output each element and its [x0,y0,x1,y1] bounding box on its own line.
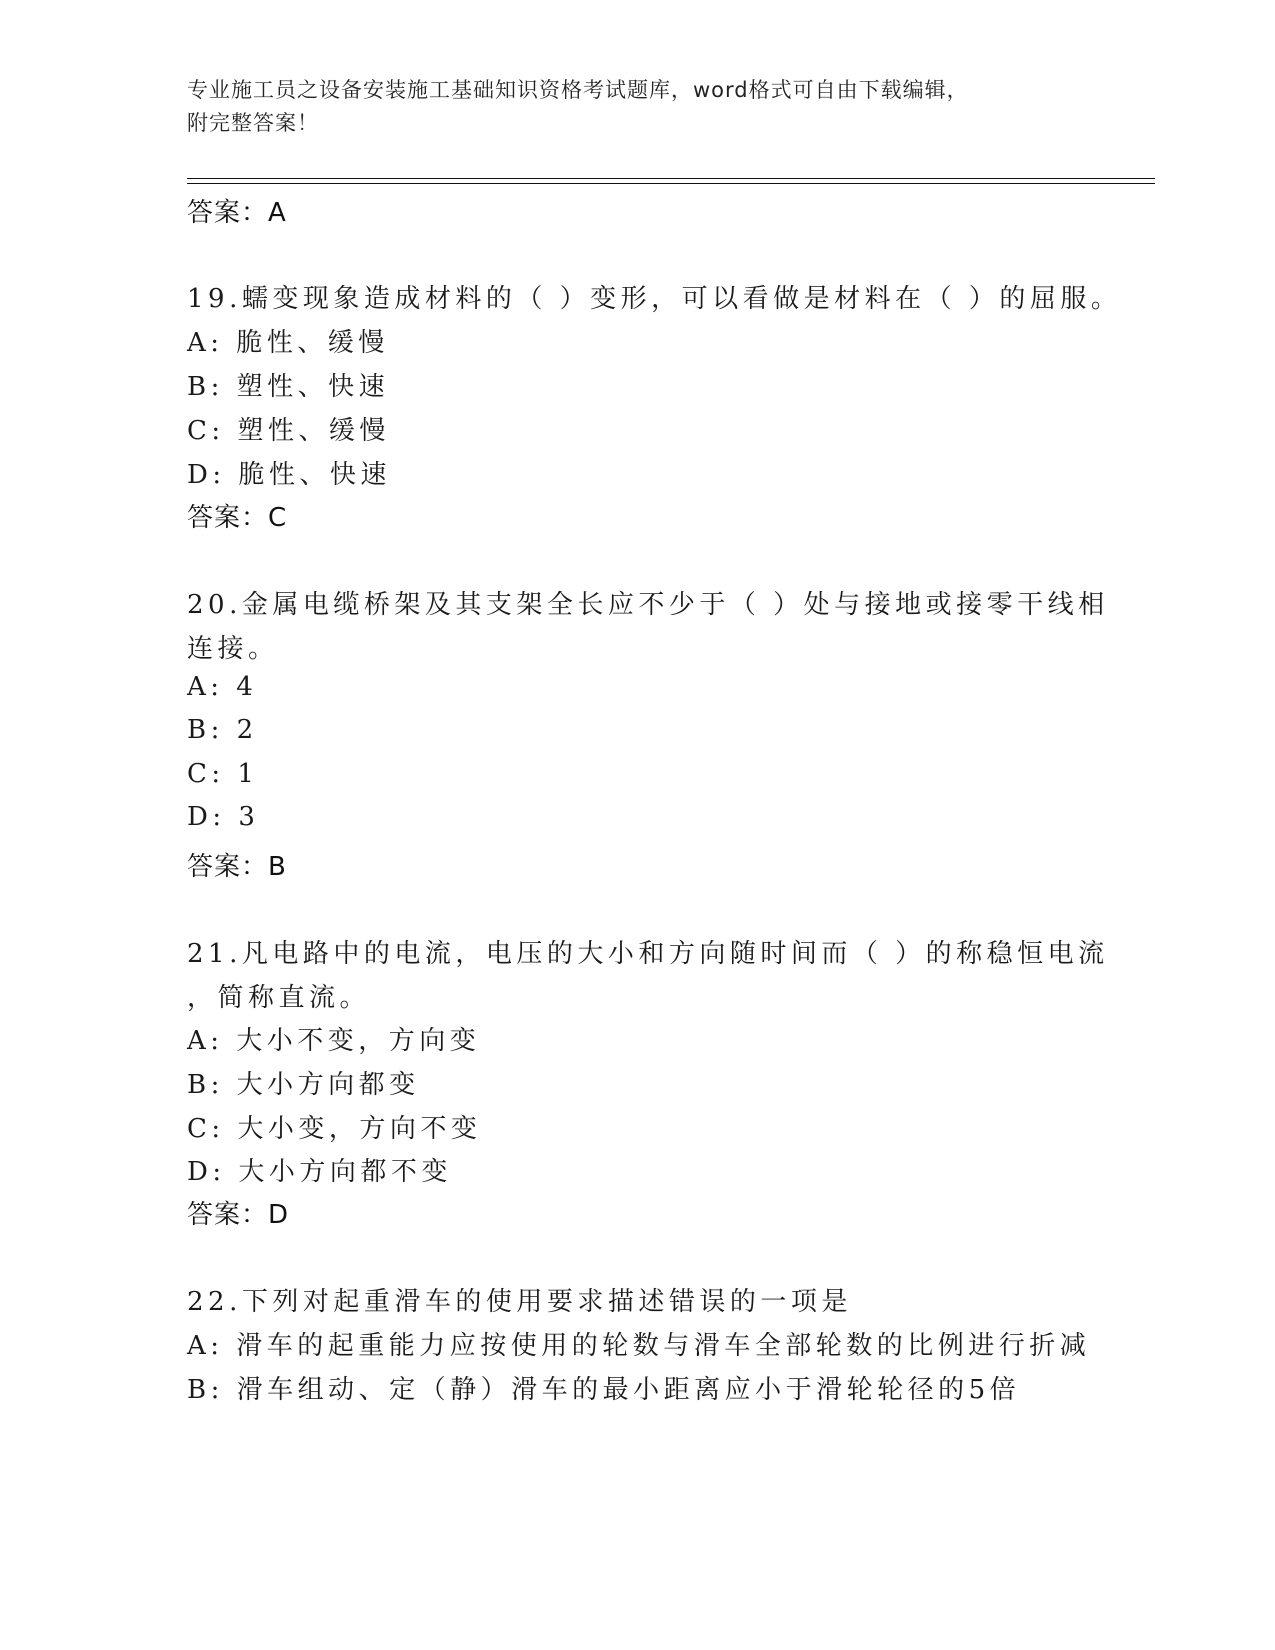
question-20-option-d: D: 3 [187,802,260,832]
question-19-stem: 19.蠕变现象造成材料的（ ）变形，可以看做是材料在（ ）的屈服。 [187,284,1122,314]
document-header [187,74,1067,140]
question-19-option-a: A: 脆性、缓慢 [187,328,389,358]
question-22-option-a: A: 滑车的起重能力应按使用的轮数与滑车全部轮数的比例进行折减 [187,1331,1091,1361]
question-21-stem-line-1: 21.凡电路中的电流，电压的大小和方向随时间而（ ）的称稳恒电流 [187,939,1109,969]
header-line-2: 附完整答案！ [187,111,319,135]
answer-20: 答案：B [187,852,287,882]
answer-18: 答案：A [187,198,287,228]
question-21-option-d: D: 大小方向都不变 [187,1157,452,1187]
question-19-option-d: D: 脆性、快速 [187,460,391,490]
header-line-1: 专业施工员之设备安装施工基础知识资格考试题库，word格式可自由下载编辑， [187,78,969,102]
answer-21: 答案：D [187,1200,290,1230]
question-20-stem-line-2: 连接。 [187,634,279,664]
question-21-option-b: B: 大小方向都变 [187,1070,420,1100]
question-21-option-a: A: 大小不变，方向变 [187,1026,481,1056]
question-20-stem-line-1: 20.金属电缆桥架及其支架全长应不少于（ ）处与接地或接零干线相 [187,590,1109,620]
question-21-option-c: C: 大小变，方向不变 [187,1114,482,1144]
header-rule-top [187,178,1155,179]
question-22-option-b: B: 滑车组动、定（静）滑车的最小距离应小于滑轮轮径的5倍 [187,1375,1021,1405]
header-rule-bottom [187,183,1155,184]
question-20-option-b: B: 2 [187,715,258,745]
question-19-option-c: C: 塑性、缓慢 [187,416,390,446]
question-21-stem-line-2: ，简称直流。 [187,983,371,1013]
answer-19: 答案：C [187,503,288,533]
question-20-option-c: C: 1 [187,759,259,789]
question-20-option-a: A: 4 [187,672,258,702]
question-19-option-b: B: 塑性、快速 [187,372,390,402]
question-22-stem: 22.下列对起重滑车的使用要求描述错误的一项是 [187,1287,852,1317]
